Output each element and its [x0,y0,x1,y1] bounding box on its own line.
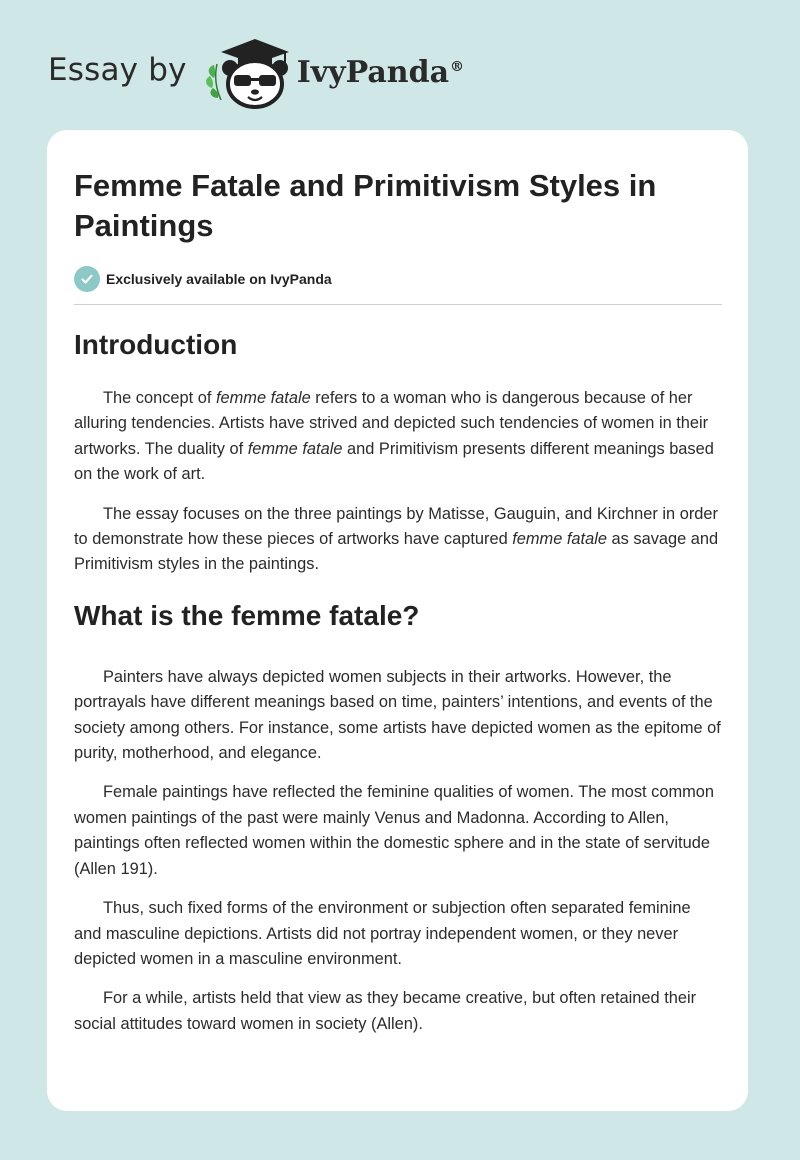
paragraph: Thus, such fixed forms of the environment or subjection often separated feminine and masculine depictions. Artists did not portray independent women, or they never depicted women in a masculine environment. [74,899,691,968]
brand-name [297,55,464,90]
paragraph: For a while, artists held that view as they became creative, but often retained their social attitudes toward women in society (Allen). [74,989,697,1033]
paragraph: Female paintings have reflected the feminine qualities of women. The most common women paintings of the past were mainly Venus and Madonna. According to Allen, paintings often reflected women within the domestic sphere and in the state of servitude (Allen 191). [74,783,715,878]
check-circle-icon [74,266,100,292]
italic-term: femme fatale [247,439,343,458]
section-introduction [74,327,722,578]
page-title: Femme Fatale and Primitivism Styles in Paintings [74,168,657,243]
italic-term: femme fatale [215,389,311,407]
paragraph [74,386,722,488]
paragraph: Painters have always depicted women subjects in their artworks. However, the portrayals have different meanings based on time, painters’ intentions, and events of the society among others. For instance, some artists have depicted women as the epitome of purity, motherhood, and elegance. [74,667,721,763]
paragraph [74,502,722,578]
essay-card [47,130,748,1111]
site-brand[interactable] [48,34,464,110]
text-run: The essay focuses on the three paintings by Matisse, Gauguin, and Kirchner in order to demonstrate how these pieces of artworks have captured [74,504,718,549]
exclusive-badge [74,266,722,292]
text-run: The concept of [103,389,216,407]
text-run: refers to a woman who is dangerous because of her alluring tendencies. Artists have strived and depicted such tendencies of women in their artworks. The duality of [74,389,709,458]
italic-term: femme fatale [512,530,607,549]
panda-graduate-icon [203,34,295,110]
brand-name-text: IvyPanda [296,54,450,90]
title-divider [74,304,722,305]
section-heading: Introduction [74,329,238,360]
text-run: as savage and Primitivism styles in the paintings. [74,530,719,574]
brand-prefix: Essay by [48,52,187,88]
section-heading: What is the femme fatale? [74,599,420,631]
section-femme-fatale [74,598,722,1037]
exclusive-label: Exclusively available on IvyPanda [106,271,332,287]
text-run: and Primitivism presents different meanings based on the work of art. [74,439,714,484]
registered-mark: ® [450,58,465,75]
